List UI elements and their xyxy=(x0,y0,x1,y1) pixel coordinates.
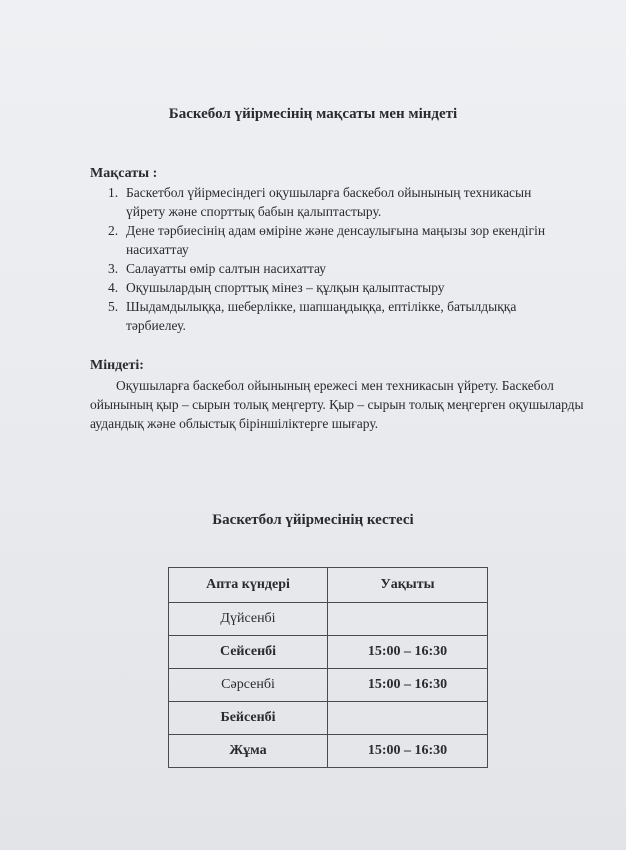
goals-list xyxy=(108,183,568,335)
column-header-day: Апта күндері xyxy=(169,568,328,603)
goal-text: Баскетбол үйірмесіндегі оқушыларға баскебол ойынының техникасын үйрету және спорттық бабын қалыптастыру. xyxy=(126,185,532,219)
goal-text: Оқушылардың спорттық мінез – құлқын қалыптастыру xyxy=(126,280,445,295)
time-cell xyxy=(328,603,488,636)
table-header-row xyxy=(169,568,488,603)
day-cell: Сәрсенбі xyxy=(169,669,328,702)
time-cell: 15:00 – 16:30 xyxy=(328,636,488,669)
list-item: 2. Дене тәрбиесінің адам өміріне және денсаулығына маңызы зор екендігін насихаттау xyxy=(108,223,546,257)
page-title: Баскебол үйірмесінің мақсаты мен міндеті xyxy=(168,106,458,122)
list-item: 3. Салауатты өмір салтын насихаттау xyxy=(108,261,327,276)
list-item: 5. Шыдамдылыққа, шеберлікке, шапшаңдыққа, ептілікке, батылдыққа тәрбиелеу. xyxy=(108,299,517,333)
schedule-title: Баскетбол үйірмесінің кестесі xyxy=(212,512,414,528)
column-header-time: Уақыты xyxy=(328,568,488,603)
time-cell: 15:00 – 16:30 xyxy=(328,669,488,702)
day-cell: Бейсенбі xyxy=(169,702,328,735)
goal-text: Дене тәрбиесінің адам өміріне және денсаулығына маңызы зор екендігін насихаттау xyxy=(126,223,546,257)
tasks-paragraph: Оқушыларға баскебол ойынының ережесі мен техникасын үйрету. Баскебол ойынының қыр – сырын толық меңгерту. Қыр – сырын толық меңгерген оқушыларды аудандық және облыстық біріншіліктерге шығару. xyxy=(90,378,584,431)
table-row xyxy=(169,735,488,768)
time-cell: 15:00 – 16:30 xyxy=(328,735,488,768)
goal-text: Шыдамдылыққа, шеберлікке, шапшаңдыққа, ептілікке, батылдыққа тәрбиелеу. xyxy=(126,299,517,333)
table-row xyxy=(169,702,488,735)
table-row xyxy=(169,669,488,702)
goal-text: Салауатты өмір салтын насихаттау xyxy=(126,261,327,276)
list-item: 4. Оқушылардың спорттық мінез – құлқын қалыптастыру xyxy=(108,280,445,295)
goals-heading: Мақсаты : xyxy=(90,166,158,181)
list-item: 1. Баскетбол үйірмесіндегі оқушыларға баскебол ойынының техникасын үйрету және спорттық бабын қалыптастыру. xyxy=(108,185,532,219)
time-cell xyxy=(328,702,488,735)
day-cell: Сейсенбі xyxy=(169,636,328,669)
day-cell: Дүйсенбі xyxy=(169,603,328,636)
day-cell: Жұма xyxy=(169,735,328,768)
schedule-table xyxy=(168,567,488,768)
table-row xyxy=(169,603,488,636)
table-row xyxy=(169,636,488,669)
tasks-heading: Міндеті: xyxy=(90,358,144,373)
